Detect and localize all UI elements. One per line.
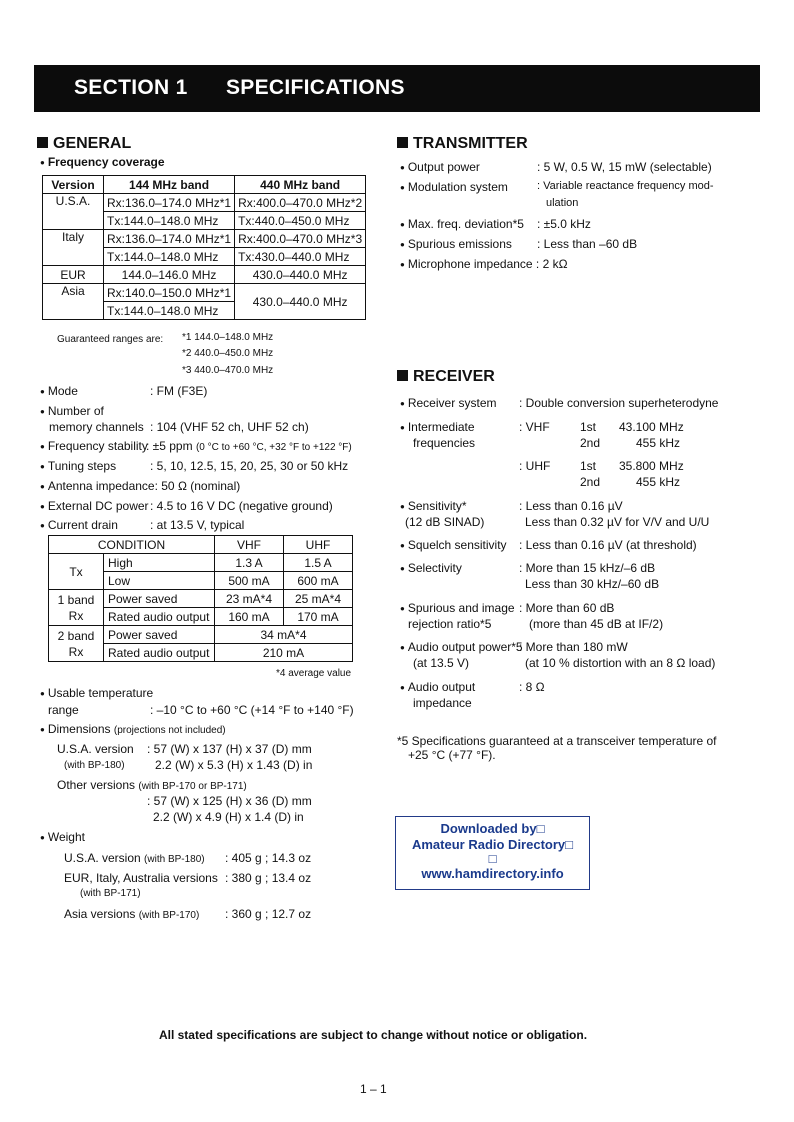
rx-imp-label: ● Audio output [400, 680, 475, 694]
antenna-impedance: ● Antenna impedance: 50 Ω (nominal) [40, 479, 240, 493]
rx-uhf: : UHF [519, 459, 551, 473]
tx-output-label: ● Output power [400, 160, 480, 174]
rx-squelch-value: : Less than 0.16 µV (at threshold) [519, 538, 697, 552]
cur-ps2-value: 34 mA*4 [215, 626, 353, 644]
tx-mod-label: ● Modulation system [400, 180, 508, 194]
cur-2band-a: 2 band [57, 628, 95, 643]
cur-ps1: Power saved [104, 590, 215, 608]
current-drain-table [48, 535, 353, 662]
rx-vhf-if1: 43.100 MHz [619, 420, 684, 434]
tx-output-value: : 5 W, 0.5 W, 15 mW (selectable) [537, 160, 712, 174]
page-number: 1 – 1 [360, 1082, 387, 1096]
italy-rx144: Rx:136.0–174.0 MHz*1 [104, 230, 235, 248]
tx-mod-value-2: ulation [546, 197, 579, 209]
freq-coverage-heading: ● Frequency coverage [40, 155, 165, 169]
transmitter-heading-text: TRANSMITTER [413, 135, 528, 152]
cur-1band-a: 1 band [57, 592, 95, 607]
tx-mic: ● Microphone impedance : 2 kΩ [400, 257, 568, 271]
temp-label: ● Usable temperature [40, 686, 153, 700]
w-asia-bp: (with BP-170) [138, 910, 200, 921]
cur-low-vhf: 500 mA [215, 572, 284, 590]
cur-high: High [104, 554, 215, 572]
section-number: SECTION 1 [74, 76, 188, 99]
rx-sel-label: ● Selectivity [400, 561, 462, 575]
header-version: Version [43, 176, 104, 194]
cur-high-vhf: 1.3 A [215, 554, 284, 572]
drain-label: ● Current drain [40, 518, 118, 532]
rx-sel-v2: Less than 30 kHz/–60 dB [525, 577, 660, 591]
cur-1band [49, 590, 104, 626]
cur-high-uhf: 1.5 A [284, 554, 353, 572]
dc-label: ● External DC power [40, 499, 149, 513]
section-title: SPECIFICATIONS [226, 76, 405, 99]
tx-dev-value: : ±5.0 kHz [537, 217, 591, 231]
transmitter-heading [397, 135, 528, 153]
w-usa-bp: (with BP-180) [144, 854, 205, 865]
drain-value: : at 13.5 V, typical [150, 518, 245, 532]
stability-value [146, 439, 352, 453]
asia-440: 430.0–440.0 MHz [235, 284, 366, 320]
dl-line2: Amateur Radio Directory□ [411, 837, 573, 852]
cur-rated1-vhf: 160 mA [215, 608, 284, 626]
rx-sens-label-2: (12 dB SINAD) [405, 515, 485, 529]
channels-label: ● Number of [40, 404, 104, 418]
receiver-heading [397, 368, 495, 386]
w-usa-value: : 405 g ; 14.3 oz [225, 851, 312, 865]
cur-rated1: Rated audio output [104, 608, 215, 626]
section-banner [34, 65, 760, 112]
guaranteed-2: *2 440.0–450.0 MHz [182, 348, 274, 359]
dim-usa-bp: (with BP-180) [64, 760, 125, 771]
weight-label: ● Weight [40, 830, 85, 844]
cur-tx: Tx [49, 554, 104, 590]
guaranteed-1: *1 144.0–148.0 MHz [182, 332, 274, 343]
cur-rated2: Rated audio output [104, 644, 215, 662]
dimensions-note: (projections not included) [113, 725, 226, 736]
tx-spur-label: ● Spurious emissions [400, 237, 512, 251]
rx-audio-label: ● Audio output power*5 [400, 640, 523, 654]
rx-spur-v2: (more than 45 dB at IF/2) [529, 617, 664, 631]
guaranteed-3: *3 440.0–470.0 MHz [182, 365, 274, 376]
dim-other-label [57, 778, 247, 792]
square-bullet-icon [37, 137, 48, 148]
tx-mod-value: : Variable reactance frequency mod- [537, 180, 714, 192]
dl-line4[interactable]: www.hamdirectory.info [421, 866, 564, 881]
dim-other-bp: (with BP-170 or BP-171) [138, 781, 247, 792]
rx-vhf-1st: 1st [580, 420, 597, 434]
usa-rx440: Rx:400.0–470.0 MHz*2 [235, 194, 366, 212]
rx-spur-label: ● Spurious and image [400, 601, 515, 615]
asia-rx144: Rx:140.0–150.0 MHz*1 [104, 284, 235, 302]
rx-sel-v1: : More than 15 kHz/–6 dB [519, 561, 656, 575]
rx-spur-label-2: rejection ratio*5 [408, 617, 492, 631]
rx-sens-v1: : Less than 0.16 µV [519, 499, 623, 513]
dl-line3: □ [488, 851, 497, 866]
rx-imp-label-2: impedance [413, 696, 472, 710]
rx-vhf-2nd: 2nd [580, 436, 601, 450]
stability-note: (0 °C to +60 °C, +32 °F to +122 °F) [195, 442, 352, 453]
rx-if-label: ● Intermediate [400, 420, 475, 434]
cur-header-vhf: VHF [215, 536, 284, 554]
cur-header-uhf: UHF [284, 536, 353, 554]
italy-tx144: Tx:144.0–148.0 MHz [104, 248, 235, 266]
usa-rx144: Rx:136.0–174.0 MHz*1 [104, 194, 235, 212]
dc-value: : 4.5 to 16 V DC (negative ground) [150, 499, 333, 513]
rx-sens-label: ● Sensitivity* [400, 499, 467, 513]
tuning-label: ● Tuning steps [40, 459, 116, 473]
dim-usa-v2: 2.2 (W) x 5.3 (H) x 1.43 (D) in [155, 758, 313, 772]
guaranteed-label: Guaranteed ranges are: [57, 334, 164, 345]
eur-440: 430.0–440.0 MHz [235, 266, 366, 284]
cur-ps1-uhf: 25 mA*4 [284, 590, 353, 608]
general-heading-text: GENERAL [53, 135, 132, 152]
w-eur: EUR, Italy, Australia versions [64, 871, 218, 885]
rx-squelch-label: ● Squelch sensitivity [400, 538, 507, 552]
header-144: 144 MHz band [104, 176, 235, 194]
temp-label-2: range [48, 703, 79, 717]
usa-tx144: Tx:144.0–148.0 MHz [104, 212, 235, 230]
rx-sens-v2: Less than 0.32 µV for V/V and U/U [525, 515, 710, 529]
general-heading [37, 135, 131, 153]
version-italy: Italy [43, 230, 104, 266]
average-note: *4 average value [276, 668, 352, 679]
stability-value-text: : ±5 ppm [146, 439, 193, 453]
cur-rated2-value: 210 mA [215, 644, 353, 662]
dl-line1: Downloaded by□ [440, 821, 545, 836]
rx-uhf-2nd: 2nd [580, 475, 601, 489]
w-eur-bp: (with BP-171) [80, 888, 141, 899]
rx-uhf-1st: 1st [580, 459, 597, 473]
dim-usa-label: U.S.A. version [57, 742, 134, 756]
cur-2band [49, 626, 104, 662]
w-asia-value: : 360 g ; 12.7 oz [225, 907, 312, 921]
rx-audio-v2: (at 10 % distortion with an 8 Ω load) [525, 656, 716, 670]
rx-spur-v1: : More than 60 dB [519, 601, 615, 615]
rx-uhf-if2: 455 kHz [636, 475, 681, 489]
frequency-coverage-table [42, 175, 366, 320]
italy-tx440: Tx:430.0–440.0 MHz [235, 248, 366, 266]
channels-value: : 104 (VHF 52 ch, UHF 52 ch) [150, 420, 309, 434]
rx-note-1: *5 Specifications guaranteed at a transceiver temperature of [397, 734, 717, 748]
square-bullet-icon [397, 370, 408, 381]
download-watermark-box [395, 816, 590, 890]
rx-audio-label-2: (at 13.5 V) [413, 656, 470, 670]
footer-disclaimer: All stated specifications are subject to change without notice or obligation. [158, 1028, 588, 1042]
usa-tx440: Tx:440.0–450.0 MHz [235, 212, 366, 230]
dimensions-label [40, 722, 226, 736]
w-asia-text: Asia versions [64, 907, 136, 921]
dim-other-v1: : 57 (W) x 125 (H) x 36 (D) mm [147, 794, 312, 808]
cur-header-condition: CONDITION [49, 536, 215, 554]
cur-1band-b: Rx [68, 608, 84, 623]
italy-rx440: Rx:400.0–470.0 MHz*3 [235, 230, 366, 248]
rx-uhf-if1: 35.800 MHz [619, 459, 684, 473]
cur-2band-b: Rx [68, 644, 84, 659]
mode-label: ● Mode [40, 384, 78, 398]
rx-audio-v1: : More than 180 mW [519, 640, 628, 654]
cur-ps2: Power saved [104, 626, 215, 644]
w-asia [64, 907, 199, 921]
dim-other-text: Other versions [57, 778, 136, 792]
mode-value: : FM (F3E) [150, 384, 208, 398]
version-asia: Asia [43, 284, 104, 320]
dim-other-v2: 2.2 (W) x 4.9 (H) x 1.4 (D) in [153, 810, 304, 824]
asia-tx144: Tx:144.0–148.0 MHz [104, 302, 235, 320]
temp-value: : –10 °C to +60 °C (+14 °F to +140 °F) [150, 703, 354, 717]
cur-rated1-uhf: 170 mA [284, 608, 353, 626]
tuning-value: : 5, 10, 12.5, 15, 20, 25, 30 or 50 kHz [150, 459, 349, 473]
dim-usa-v1: : 57 (W) x 137 (H) x 37 (D) mm [147, 742, 312, 756]
w-eur-value: : 380 g ; 13.4 oz [225, 871, 312, 885]
tx-spur-value: : Less than –60 dB [537, 237, 638, 251]
w-usa-text: U.S.A. version [64, 851, 141, 865]
square-bullet-icon [397, 137, 408, 148]
cur-ps1-vhf: 23 mA*4 [215, 590, 284, 608]
w-usa [64, 851, 205, 865]
channels-label-2: memory channels [49, 420, 144, 434]
stability-label: ● Frequency stability [40, 439, 148, 453]
rx-if-label-2: frequencies [413, 436, 476, 450]
rx-vhf-if2: 455 kHz [636, 436, 681, 450]
rx-sys-value: : Double conversion superheterodyne [519, 396, 719, 410]
rx-imp-value: : 8 Ω [519, 680, 545, 694]
dimensions-label-text: Dimensions [47, 722, 111, 736]
rx-sys-label: ● Receiver system [400, 396, 497, 410]
rx-vhf: : VHF [519, 420, 550, 434]
version-eur: EUR [43, 266, 104, 284]
cur-low: Low [104, 572, 215, 590]
tx-dev-label: ● Max. freq. deviation*5 [400, 217, 524, 231]
receiver-heading-text: RECEIVER [413, 368, 495, 385]
header-440: 440 MHz band [235, 176, 366, 194]
eur-144: 144.0–146.0 MHz [104, 266, 235, 284]
rx-note-2: +25 °C (+77 °F). [408, 748, 496, 762]
version-usa: U.S.A. [43, 194, 104, 230]
cur-low-uhf: 600 mA [284, 572, 353, 590]
